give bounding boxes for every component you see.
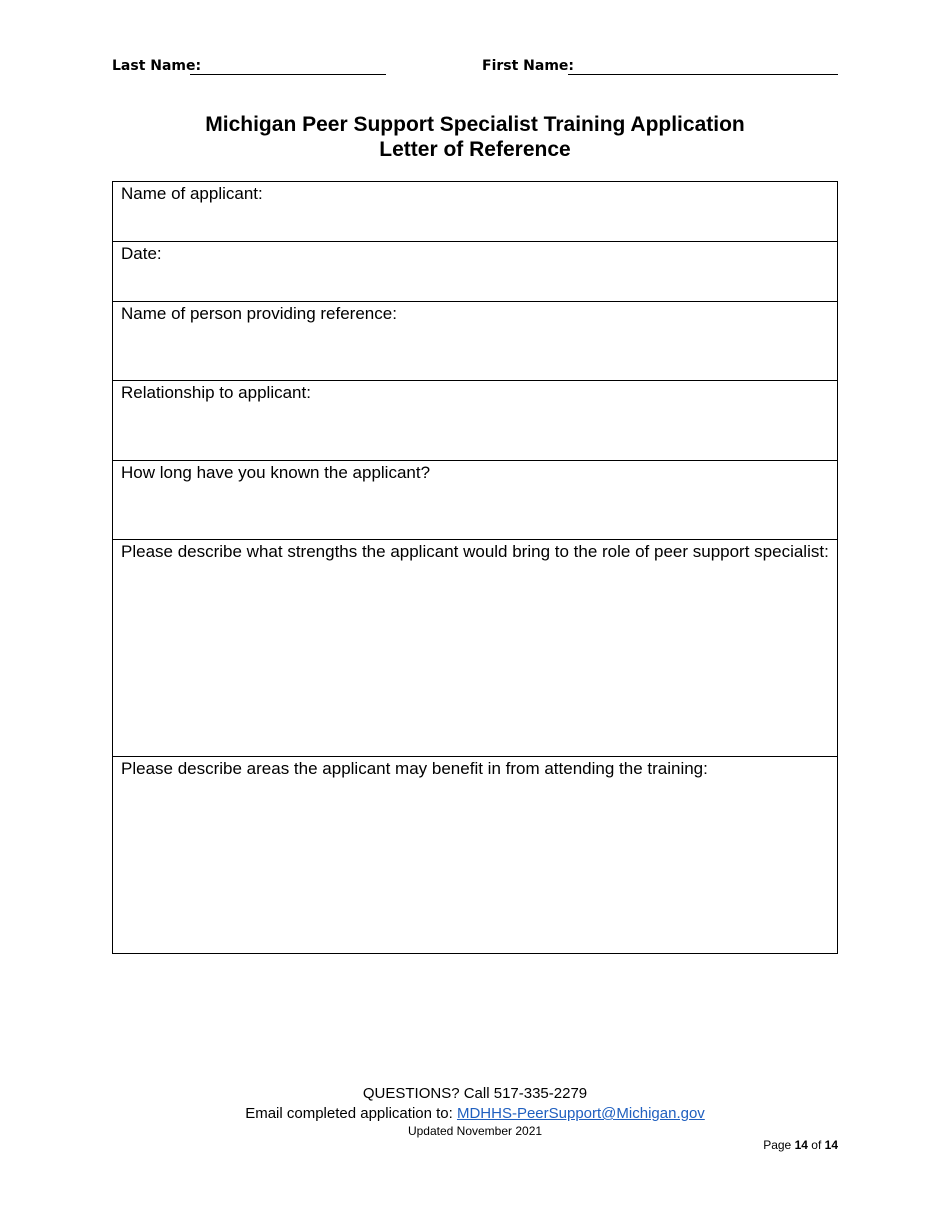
field-date[interactable]	[113, 242, 837, 302]
footer-questions: QUESTIONS? Call 517-335-2279	[362, 1085, 588, 1102]
reference-form-table	[112, 181, 838, 954]
field-label: Please describe what strengths the applicant would bring to the role of peer support specialist:	[121, 542, 829, 561]
field-reference-provider[interactable]	[113, 302, 837, 381]
title-line-sub: Letter of Reference	[379, 138, 571, 161]
page-label: Page	[763, 1138, 792, 1152]
field-name-of-applicant[interactable]	[113, 182, 837, 242]
footer-updated: Updated November 2021	[407, 1124, 543, 1138]
page-title	[0, 112, 950, 162]
field-benefit-areas[interactable]	[113, 757, 837, 953]
first-name-label: First Name:	[482, 58, 575, 74]
footer-email-prefix: Email completed application to:	[245, 1105, 457, 1122]
last-name-field[interactable]	[190, 56, 386, 75]
page-number	[763, 1138, 838, 1152]
last-name-label: Last Name:	[112, 58, 202, 74]
field-label: Name of person providing reference:	[121, 304, 397, 323]
first-name-field[interactable]	[568, 56, 838, 75]
field-label: Name of applicant:	[121, 184, 263, 203]
footer-email-line	[0, 1105, 950, 1122]
field-label: Date:	[121, 244, 162, 263]
page-total: 14	[824, 1138, 838, 1152]
field-label: Relationship to applicant:	[121, 383, 311, 402]
name-header-row	[0, 56, 950, 80]
field-strengths[interactable]	[113, 540, 837, 757]
title-line-main: Michigan Peer Support Specialist Training Application	[205, 113, 745, 136]
field-label: How long have you known the applicant?	[121, 463, 431, 482]
field-label: Please describe areas the applicant may benefit in from attending the training:	[121, 759, 708, 778]
field-relationship[interactable]	[113, 381, 837, 461]
field-known-duration[interactable]	[113, 461, 837, 540]
page-of: of	[811, 1138, 822, 1152]
email-link[interactable]: MDHHS-PeerSupport@Michigan.gov	[456, 1105, 705, 1122]
page-current: 14	[794, 1138, 808, 1152]
